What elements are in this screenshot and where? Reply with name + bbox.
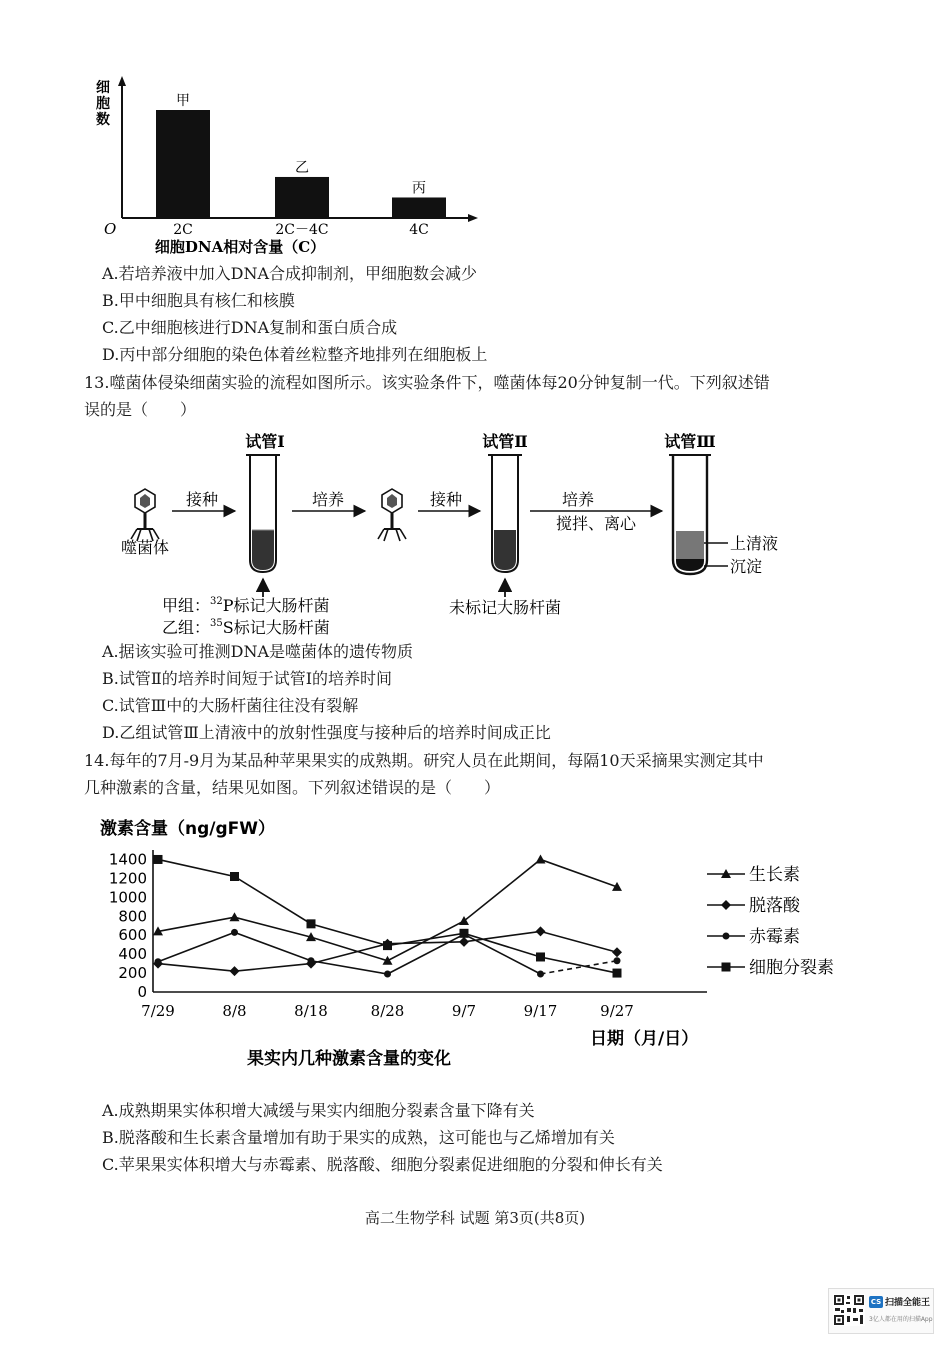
step-culture-2: 培养: [561, 490, 595, 509]
line-chart-xlabel: 日期（月/日）: [590, 1029, 699, 1049]
bar-category-3: 4C: [409, 222, 429, 238]
q13-stem-line1: 13.噬菌体侵染细菌实验的流程如图所示。该实验条件下，噬菌体每20分钟复制一代。下列叙述错: [84, 373, 770, 392]
qr-code-icon: [833, 1294, 865, 1326]
step-inoculate-1: 接种: [185, 490, 219, 509]
line-chart-title: 果实内几种激素含量的变化: [247, 1049, 451, 1069]
y-tick-600: 600: [118, 926, 147, 945]
cell-dna-bar-chart: [90, 70, 510, 265]
legend-marker-3: [723, 933, 730, 940]
legend-label-2: 脱落酸: [749, 896, 800, 916]
bar-category-2: 2C－4C: [275, 222, 329, 238]
series-group: [153, 854, 622, 977]
series-4-point-1: [154, 855, 163, 864]
series-4-point-6: [536, 952, 545, 961]
q14-stem-line2: 几种激素的含量，结果见如图。下列叙述错误的是（ ）: [84, 778, 501, 797]
group-b-sup: 35: [210, 618, 223, 629]
bar-label-1: 甲: [176, 93, 190, 109]
q13-option-d: D.乙组试管Ⅲ上清液中的放射性强度与接种后的培养时间成正比: [102, 723, 551, 742]
series-4-point-5: [460, 929, 469, 938]
line-chart-ylabel: 激素含量（ng/gFW）: [100, 819, 276, 839]
group-b-rest: S标记大肠杆菌: [222, 618, 330, 637]
unlabeled-ecoli-label: 未标记大肠杆菌: [448, 598, 562, 617]
y-tick-1400: 1400: [108, 850, 147, 869]
legend: [707, 865, 834, 978]
series-3-point-4: [384, 971, 391, 978]
group-b-label: [162, 618, 330, 637]
q13-option-c: C.试管Ⅲ中的大肠杆菌往往没有裂解: [102, 696, 359, 715]
q14-option-a: A.成熟期果实体积增大减缓与果实内细胞分裂素含量下降有关: [102, 1101, 535, 1120]
bar-1: [156, 110, 210, 218]
watermark-brand: 扫描全能王: [885, 1298, 931, 1308]
q12-option-d: D.丙中部分细胞的染色体着丝粒整齐地排列在细胞板上: [102, 345, 488, 364]
test-tube-1: [246, 455, 280, 572]
legend-marker-4: [722, 963, 731, 972]
group-a-rest: P标记大肠杆菌: [222, 596, 330, 615]
phage-icon-2: [378, 489, 406, 541]
test-tube-2: [488, 455, 522, 572]
supernatant-label: 上清液: [730, 534, 779, 553]
bar-2: [275, 177, 329, 218]
q12-option-c: C.乙中细胞核进行DNA复制和蛋白质合成: [102, 318, 398, 337]
x-tick-5: 9/7: [451, 1002, 477, 1020]
y-tick-200: 200: [118, 964, 147, 983]
series-2-point-7: [612, 947, 622, 957]
legend-label-4: 细胞分裂素: [749, 958, 834, 978]
q12-option-b: B.甲中细胞具有核仁和核膜: [102, 291, 295, 310]
q14-option-c: C.苹果果实体积增大与赤霉素、脱落酸、细胞分裂素促进细胞的分裂和伸长有关: [102, 1155, 663, 1174]
step-inoculate-2: 接种: [429, 490, 463, 509]
bar-label-2: 乙: [295, 159, 309, 176]
phage-label: 噬菌体: [120, 538, 170, 557]
q14-option-b: B.脱落酸和生长素含量增加有助于果实的成熟，这可能也与乙烯增加有关: [102, 1128, 615, 1147]
y-tick-1200: 1200: [108, 869, 147, 888]
cs-badge-icon: CS: [870, 1298, 882, 1306]
y-tick-800: 800: [118, 907, 147, 926]
group-a-label: [162, 596, 330, 615]
series-1-point-6: [536, 854, 546, 863]
series-2-point-5: [459, 937, 469, 947]
series-4-point-2: [230, 872, 239, 881]
test-tube-3: [669, 455, 711, 574]
step-stir-centrifuge: 搅拌、离心: [555, 514, 637, 533]
series-line-2: [158, 931, 617, 971]
series-dashed-segment-3: [541, 961, 618, 974]
series-4-point-7: [613, 969, 622, 978]
step-culture-1: 培养: [311, 490, 345, 509]
q14-stem-line1: 14.每年的7月-9月为某品种苹果果实的成熟期。研究人员在此期间，每隔10天采摘果实测定其中: [84, 751, 764, 770]
y-axis-label-char-1: 细: [96, 80, 110, 96]
x-tick-2: 8/8: [222, 1002, 247, 1020]
series-1-point-2: [230, 912, 240, 921]
series-3-point-7: [614, 957, 621, 964]
q13-option-a: A.据该实验可推测DNA是噬菌体的遗传物质: [102, 642, 414, 661]
q13-option-b: B.试管Ⅱ的培养时间短于试管Ⅰ的培养时间: [102, 669, 393, 688]
x-axis-label: 细胞DNA相对含量（C）: [154, 238, 326, 256]
series-2-point-6: [536, 926, 546, 936]
x-tick-4: 8/28: [370, 1002, 405, 1020]
y-tick-400: 400: [118, 945, 147, 964]
x-tick-3: 8/18: [294, 1002, 328, 1020]
bar-group: [156, 93, 446, 238]
y-tick-labels: [109, 850, 147, 1001]
legend-marker-2: [721, 900, 731, 910]
y-axis-arrow: [118, 76, 126, 86]
precipitate-label: 沉淀: [730, 557, 763, 576]
x-axis-arrow: [468, 214, 478, 222]
phage-icon-1: [131, 489, 159, 541]
q13-stem-line2: 误的是（ ）: [84, 400, 197, 419]
watermark-tagline: 3亿人都在用的扫描App: [869, 1316, 933, 1323]
series-3-point-2: [231, 929, 238, 936]
y-tick-0: 0: [137, 983, 147, 1001]
series-4-point-4: [383, 941, 392, 950]
series-4-point-3: [307, 919, 316, 928]
x-tick-labels: [141, 1002, 634, 1020]
legend-label-1: 生长素: [749, 865, 800, 885]
series-3-point-3: [308, 957, 315, 964]
origin-label: O: [104, 220, 117, 238]
series-3-point-1: [155, 958, 162, 965]
x-tick-1: 7/29: [141, 1002, 175, 1020]
phage-experiment-diagram: [100, 425, 860, 640]
series-3-point-6: [537, 971, 544, 978]
series-2-point-2: [230, 966, 240, 976]
y-axis-label-char-2: 胞: [96, 96, 110, 112]
bar-label-3: 丙: [412, 180, 426, 197]
page-footer: 高二生物学科 试题 第3页(共8页): [364, 1209, 586, 1227]
bar-category-1: 2C: [173, 222, 193, 238]
group-a-sup: 32: [210, 596, 223, 607]
x-tick-7: 9/27: [600, 1002, 634, 1020]
tube2-label: 试管Ⅱ: [482, 432, 528, 451]
group-a-prefix: 甲组：: [162, 596, 211, 615]
y-axis-label-char-3: 数: [96, 112, 110, 128]
x-tick-6: 9/17: [523, 1002, 558, 1020]
tube3-label: 试管Ⅲ: [664, 432, 716, 451]
hormone-line-chart: [95, 812, 855, 1072]
legend-label-3: 赤霉素: [749, 927, 800, 947]
bar-3: [392, 197, 446, 218]
q12-option-a: A.若培养液中加入DNA合成抑制剂，甲细胞数会减少: [102, 264, 478, 283]
scanner-watermark: [828, 1288, 934, 1334]
group-b-prefix: 乙组：: [162, 618, 211, 637]
tube1-label: 试管Ⅰ: [245, 432, 285, 451]
y-tick-1000: 1000: [108, 888, 147, 907]
